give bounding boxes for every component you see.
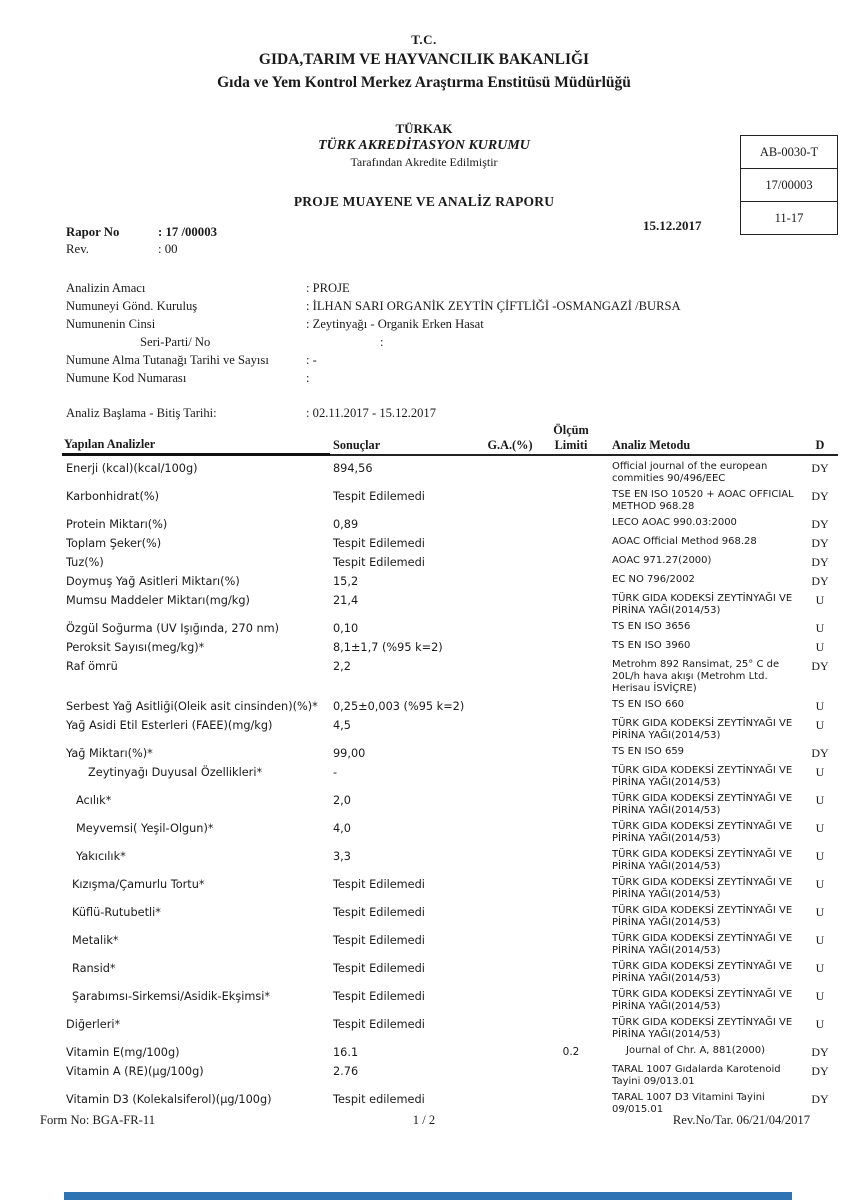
report-number-value: : 17 /00003 [158,225,218,239]
cell-measure-limit [540,621,602,636]
cell-result: 8,1±1,7 (%95 k=2) [333,641,443,654]
cell-method: TÜRK GIDA KODEKSİ ZEYTİNYAĞI VE PİRİNA YAĞI(2014/53) [612,849,793,872]
cell-result: 99,00 [333,747,366,760]
analysis-dates-value: : 02.11.2017 - 15.12.2017 [306,406,437,420]
cell-method: TÜRK GIDA KODEKSİ ZEYTİNYAĞI VE PİRİNA YAĞI(2014/53) [612,718,793,741]
cell-measure-limit [540,793,602,817]
cell-result: Tespit Edilemedi [333,537,425,550]
cell-analysis-name: Raf ömrü [66,660,118,673]
cell-result: 2,2 [333,660,351,673]
table-row [62,821,848,845]
table-row [62,640,848,655]
cell-d: DY [811,574,829,588]
analysis-dates-line [0,406,848,421]
cell-ga [480,699,540,714]
cell-result: Tespit Edilemedi [333,878,425,891]
revision-label: Rev. [66,242,89,256]
cell-d: U [815,961,825,975]
accreditation-cell-2: 11-17 [774,210,804,225]
cell-method: TÜRK GIDA KODEKSİ ZEYTİNYAĞI VE PİRİNA YAĞI(2014/53) [612,793,793,816]
cell-d: DY [811,461,829,475]
cell-ga [480,718,540,742]
cell-analysis-name: Yakıcılık* [76,850,126,863]
cell-d: U [815,640,825,654]
cell-measure-limit [540,574,602,589]
cell-ga [480,849,540,873]
cell-ga [480,933,540,957]
info-label: Seri-Parti/ No [140,335,211,349]
cell-d: U [815,593,825,607]
cell-analysis-name: Yağ Miktarı(%)* [66,747,153,760]
cell-ga [480,640,540,655]
cell-d: U [815,621,825,635]
cell-ga [480,659,540,695]
table-row [62,1017,848,1041]
cell-measure-limit [540,989,602,1013]
info-line [66,369,848,387]
cell-method: Official journal of the european commities 90/496/EEC [612,461,768,484]
table-row [62,849,848,873]
cell-method: Journal of Chr. A, 881(2000) [626,1045,765,1056]
table-row [62,593,848,617]
cell-method: EC NO 796/2002 [612,574,695,585]
info-label: Numunenin Cinsi [66,317,156,331]
cell-d: DY [811,659,829,673]
cell-ga [480,1017,540,1041]
cell-ga [480,821,540,845]
report-date: 15.12.2017 [643,218,702,233]
cell-result: Tespit Edilemedi [333,1018,425,1031]
cell-ga [480,793,540,817]
table-row [62,555,848,570]
cell-ga [480,989,540,1013]
cell-d: DY [811,746,829,760]
accreditation-cell-0: AB-0030-T [741,136,837,169]
cell-analysis-name: Şarabımsı-Sirkemsi/Asidik-Ekşimsi* [72,990,271,1003]
header-d: D [802,438,838,456]
table-row [62,793,848,817]
cell-measure-limit [540,933,602,957]
analysis-dates-label: Analiz Başlama - Bitiş Tarihi: [66,406,217,420]
info-value: : Zeytinyağı - Organik Erken Hasat [306,317,484,331]
institute-name: Gıda ve Yem Kontrol Merkez Araştırma Enstitüsü Müdürlüğü [217,74,631,91]
cell-d: U [815,849,825,863]
cell-d: DY [811,1045,829,1059]
cell-measure-limit [540,517,602,532]
cell-result: Tespit Edilemedi [333,556,425,569]
cell-analysis-name: Küflü-Rutubetli* [72,906,161,919]
table-row [62,517,848,532]
cell-result: 3,3 [333,850,351,863]
cell-result: Tespit Edilemedi [333,962,425,975]
cell-d: U [815,718,825,732]
cell-measure-limit [540,461,602,485]
bottom-blue-bar [64,1192,792,1200]
cell-analysis-name: Enerji (kcal)(kcal/100g) [66,462,198,475]
cell-method: TS EN ISO 3960 [612,640,691,651]
cell-method: AOAC Official Method 968.28 [612,536,757,547]
cell-d: U [815,765,825,779]
cell-analysis-name: Zeytinyağı Duyusal Özellikleri* [88,766,263,779]
table-row [62,461,848,485]
document-header [0,0,848,210]
table-row [62,621,848,636]
header-results: Sonuçlar [330,438,480,456]
cell-ga [480,621,540,636]
cell-method: TS EN ISO 3656 [612,621,691,632]
cell-analysis-name: Acılık* [76,794,112,807]
table-body [62,461,848,1116]
table-row [62,765,848,789]
cell-measure-limit [540,718,602,742]
cell-ga [480,961,540,985]
header-limit-line2: Limiti [554,438,588,452]
cell-result: Tespit Edilemedi [333,490,425,503]
cell-result: - [333,766,338,779]
cell-result: 894,56 [333,462,373,475]
cell-method: TÜRK GIDA KODEKSİ ZEYTİNYAĞI VE PİRİNA YAĞI(2014/53) [612,765,793,788]
table-row [62,699,848,714]
header-measure-limit [540,423,602,456]
cell-d: U [815,699,825,713]
cell-ga [480,555,540,570]
cell-result: 4,5 [333,719,351,732]
cell-result: 0,10 [333,622,359,635]
table-row [62,933,848,957]
revision-line [66,241,848,258]
cell-measure-limit [540,536,602,551]
cell-measure-limit [540,765,602,789]
cell-d: U [815,877,825,891]
cell-result: 16.1 [333,1046,359,1059]
cell-analysis-name: Doymuş Yağ Asitleri Miktarı(%) [66,575,240,588]
cell-method: TÜRK GIDA KODEKSİ ZEYTİNYAĞI VE PİRİNA YAĞI(2014/53) [612,821,793,844]
cell-d: DY [811,1092,829,1106]
cell-analysis-name: Özgül Soğurma (UV Işığında, 270 nm) [66,622,280,635]
cell-method: TÜRK GIDA KODEKSİ ZEYTİNYAĞI VE PİRİNA YAĞI(2014/53) [612,989,793,1012]
cell-method: TÜRK GIDA KODEKSİ ZEYTİNYAĞI VE PİRİNA YAĞI(2014/53) [612,593,793,616]
info-label: Numune Kod Numarası [66,371,187,385]
cell-measure-limit [540,821,602,845]
cell-result: 15,2 [333,575,359,588]
cell-ga [480,517,540,532]
analysis-table [0,423,848,1116]
table-row [62,905,848,929]
cell-d: DY [811,1064,829,1078]
info-line [66,351,848,369]
cell-ga [480,536,540,551]
cell-ga [480,461,540,485]
info-value: : PROJE [306,281,350,295]
cell-analysis-name: Toplam Şeker(%) [66,537,162,550]
cell-method: TÜRK GIDA KODEKSİ ZEYTİNYAĞI VE PİRİNA YAĞI(2014/53) [612,961,793,984]
cell-measure-limit [540,905,602,929]
cell-d: U [815,933,825,947]
info-label: Analizin Amacı [66,281,146,295]
footer-revision: Rev.No/Tar. 06/21/04/2017 [672,1113,810,1127]
cell-ga [480,593,540,617]
cell-d: DY [811,536,829,550]
turkak-label: TÜRKAK [395,121,453,136]
cell-method: TSE EN ISO 10520 + AOAC OFFICIAL METHOD 968.28 [612,489,794,512]
cell-analysis-name: Protein Miktarı(%) [66,518,168,531]
cell-d: U [815,1017,825,1031]
cell-d: U [815,793,825,807]
info-line [66,333,848,351]
header-analyses: Yapılan Analizler [62,437,330,456]
cell-ga [480,905,540,929]
cell-result: Tespit Edilemedi [333,990,425,1003]
cell-method: TARAL 1007 D3 Vitamini Tayini 09/015.01 [612,1092,765,1115]
table-row [62,536,848,551]
table-row [62,877,848,901]
cell-analysis-name: Vitamin D3 (Kolekalsiferol)(µg/100g) [66,1093,272,1106]
report-number-label: Rapor No [66,225,120,239]
ministry-name: GIDA,TARIM VE HAYVANCILIK BAKANLIĞI [258,51,590,68]
table-row [62,574,848,589]
table-row [62,989,848,1013]
cell-ga [480,765,540,789]
cell-ga [480,1045,540,1060]
sample-info-block [0,279,848,387]
cell-result: Tespit Edilemedi [333,934,425,947]
cell-d: U [815,821,825,835]
accredited-note: Tarafından Akredite Edilmiştir [350,155,498,169]
cell-measure-limit [540,489,602,513]
cell-measure-limit [540,961,602,985]
cell-method: TÜRK GIDA KODEKSİ ZEYTİNYAĞI VE PİRİNA YAĞI(2014/53) [612,933,793,956]
cell-measure-limit [540,849,602,873]
cell-method: TS EN ISO 660 [612,699,685,710]
table-row [62,1064,848,1088]
info-value: : [380,335,384,349]
cell-analysis-name: Vitamin E(mg/100g) [66,1046,180,1059]
cell-ga [480,877,540,901]
cell-method: TÜRK GIDA KODEKSİ ZEYTİNYAĞI VE PİRİNA YAĞI(2014/53) [612,1017,793,1040]
table-row [62,746,848,761]
cell-measure-limit [540,640,602,655]
cell-ga [480,1064,540,1088]
cell-analysis-name: Peroksit Sayısı(meg/kg)* [66,641,205,654]
accreditation-cell-1: 17/00003 [741,169,837,202]
report-number-line [66,224,848,241]
cell-ga [480,489,540,513]
cell-measure-limit [540,555,602,570]
cell-d: U [815,905,825,919]
revision-value: : 00 [158,242,178,256]
info-value: : - [306,353,317,367]
cell-analysis-name: Karbonhidrat(%) [66,490,160,503]
cell-analysis-name: Kızışma/Çamurlu Tortu* [72,878,205,891]
table-row [62,718,848,742]
cell-result: Tespit Edilemedi [333,906,425,919]
cell-method: Metrohm 892 Ransimat, 25° C de 20L/h hava akışı (Metrohm Ltd. Herisau İSVİÇRE) [612,659,780,694]
cell-measure-limit [540,877,602,901]
info-line [66,279,848,297]
info-line [66,315,848,333]
cell-measure-limit [540,1017,602,1041]
info-value: : [306,371,310,385]
cell-result: 2,0 [333,794,351,807]
cell-analysis-name: Serbest Yağ Asitliği(Oleik asit cinsinden)(%)* [66,700,318,713]
cell-ga [480,574,540,589]
cell-method: LECO AOAC 990.03:2000 [612,517,737,528]
table-row [62,961,848,985]
cell-measure-limit [540,1064,602,1088]
cell-method: AOAC 971.27(2000) [612,555,712,566]
cell-method: TS EN ISO 659 [612,746,685,757]
info-label: Numune Alma Tutanağı Tarihi ve Sayısı [66,353,269,367]
cell-analysis-name: Tuz(%) [66,556,104,569]
cell-d: DY [811,555,829,569]
cell-result: 4,0 [333,822,351,835]
cell-result: 0,89 [333,518,359,531]
accreditation-box [740,135,838,235]
cell-measure-limit [540,699,602,714]
header-method: Analiz Metodu [602,438,802,456]
table-row [62,659,848,695]
cell-analysis-name: Meyvemsi( Yeşil-Olgun)* [76,822,214,835]
header-ga: G.A.(%) [480,438,540,456]
cell-analysis-name: Yağ Asidi Etil Esterleri (FAEE)(mg/kg) [66,719,273,732]
cell-measure-limit: 0.2 [562,1046,580,1058]
cell-result: 21,4 [333,594,359,607]
cell-method: TÜRK GIDA KODEKSİ ZEYTİNYAĞI VE PİRİNA YAĞI(2014/53) [612,877,793,900]
cell-analysis-name: Ransid* [72,962,116,975]
cell-result: 2.76 [333,1065,359,1078]
cell-analysis-name: Mumsu Maddeler Miktarı(mg/kg) [66,594,250,607]
cell-measure-limit [540,659,602,695]
form-number: Form No: BGA-FR-11 [40,1113,155,1127]
cell-method: TÜRK GIDA KODEKSİ ZEYTİNYAĞI VE PİRİNA YAĞI(2014/53) [612,905,793,928]
cell-analysis-name: Diğerleri* [66,1018,121,1031]
report-title: PROJE MUAYENE VE ANALİZ RAPORU [293,194,555,209]
table-header-row [62,423,848,456]
info-label: Numuneyi Gönd. Kuruluş [66,299,198,313]
cell-d: U [815,989,825,1003]
cell-method: TARAL 1007 Gıdalarda Karotenoid Tayini 09/013.01 [612,1064,781,1087]
info-value: : İLHAN SARI ORGANİK ZEYTİN ÇİFTLİĞİ -OSMANGAZİ /BURSA [306,299,681,313]
report-meta [0,224,848,258]
page-number: 1 / 2 [412,1113,436,1127]
cell-result: 0,25±0,003 (%95 k=2) [333,700,465,713]
cell-result: Tespit edilemedi [333,1093,425,1106]
turkak-full-name: TÜRK AKREDİTASYON KURUMU [318,138,530,153]
cell-d: DY [811,517,829,531]
header-limit-line1: Ölçüm [553,423,589,437]
cell-analysis-name: Vitamin A (RE)(µg/100g) [66,1065,204,1078]
republic-label: T.C. [411,32,437,47]
cell-measure-limit [540,593,602,617]
cell-ga [480,746,540,761]
table-row [62,1045,848,1060]
cell-analysis-name: Metalik* [72,934,119,947]
cell-d: DY [811,489,829,503]
table-row [62,489,848,513]
cell-measure-limit [540,746,602,761]
info-line [66,297,848,315]
